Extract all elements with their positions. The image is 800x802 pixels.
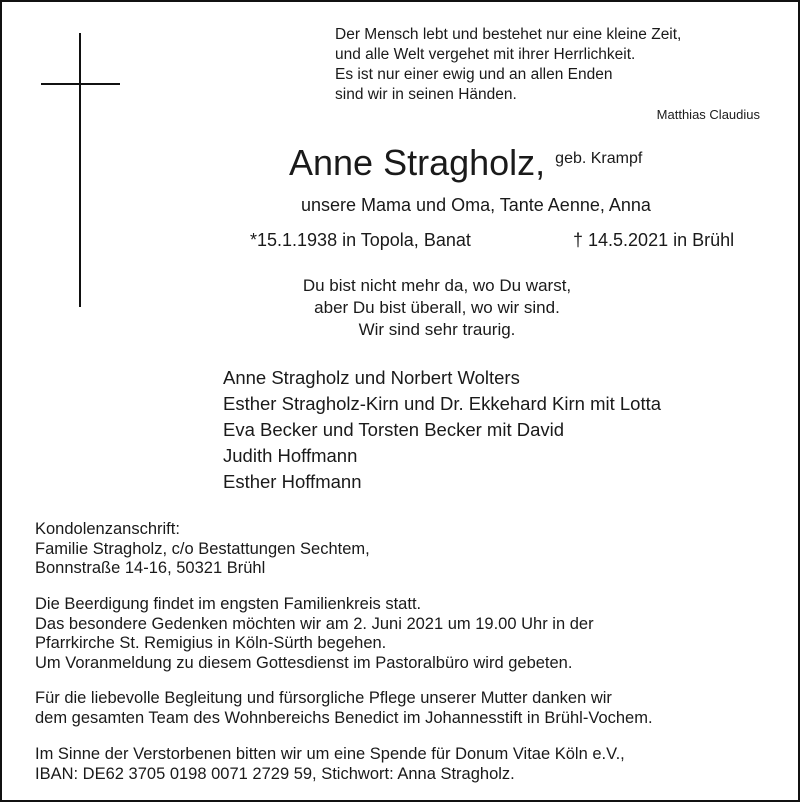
poem-line: und alle Welt vergehet mit ihrer Herrlichkeit. (335, 46, 636, 63)
funeral-line: Um Voranmeldung zu diesem Gottesdienst im Pastoralbüro wird gebeten. (35, 653, 573, 672)
funeral-info (35, 595, 594, 673)
condolence-line: Bonnstraße 14-16, 50321 Brühl (35, 559, 266, 577)
funeral-line: Die Beerdigung findet im engsten Familienkreis statt. (35, 595, 422, 613)
verse-line: Du bist nicht mehr da, wo Du warst, (302, 276, 572, 295)
donation-line: Im Sinne der Verstorbenen bitten wir um eine Spende für Donum Vitae Köln e.V., (35, 745, 625, 763)
thanks-line: Für die liebevolle Begleitung und fürsorgliche Pflege unserer Mutter danken wir (35, 689, 612, 707)
thanks-line: dem gesamten Team des Wohnbereichs Benedict im Johannesstift in Brühl-Vochem. (35, 708, 653, 727)
condolence-line: Kondolenzanschrift: (35, 520, 180, 538)
deceased-name: Anne Stragholz, (289, 142, 546, 183)
death-date: † 14.5.2021 in Brühl (573, 230, 735, 250)
verse-line: aber Du bist überall, wo wir sind. (314, 298, 560, 317)
mourner: Eva Becker und Torsten Becker mit David (223, 419, 565, 440)
verse-line: Wir sind sehr traurig. (358, 320, 516, 339)
poem-author: Matthias Claudius (656, 107, 760, 122)
mourner: Anne Stragholz und Norbert Wolters (223, 367, 520, 388)
poem-line: Es ist nur einer ewig und an allen Enden (335, 66, 613, 83)
cross-icon-bar (41, 83, 120, 85)
poem (335, 25, 681, 105)
born-name: geb. Krampf (555, 150, 643, 167)
donation-line: IBAN: DE62 3705 0198 0071 2729 59, Stichwort: Anna Stragholz. (35, 764, 515, 783)
verse (237, 275, 637, 341)
deceased-role: unsere Mama und Oma, Tante Aenne, Anna (301, 195, 651, 215)
mourner: Esther Stragholz-Kirn und Dr. Ekkehard Kirn mit Lotta (223, 393, 662, 414)
birth-date: *15.1.1938 in Topola, Banat (250, 230, 471, 250)
thanks-text (35, 689, 653, 728)
donation-text (35, 745, 625, 784)
poem-line: sind wir in seinen Händen. (335, 86, 517, 103)
cross-icon (79, 33, 81, 307)
mourners-list (223, 365, 661, 495)
deceased-heading (289, 143, 642, 183)
mourner: Esther Hoffmann (223, 471, 362, 492)
condolence-line: Familie Stragholz, c/o Bestattungen Sechtem, (35, 539, 370, 558)
poem-line: Der Mensch lebt und bestehet nur eine kleine Zeit, (335, 26, 682, 43)
mourner: Judith Hoffmann (223, 445, 358, 466)
funeral-line: Pfarrkirche St. Remigius in Köln-Sürth begehen. (35, 634, 387, 652)
condolence-address (35, 520, 370, 579)
funeral-line: Das besondere Gedenken möchten wir am 2. Juni 2021 um 19.00 Uhr in der (35, 614, 594, 633)
